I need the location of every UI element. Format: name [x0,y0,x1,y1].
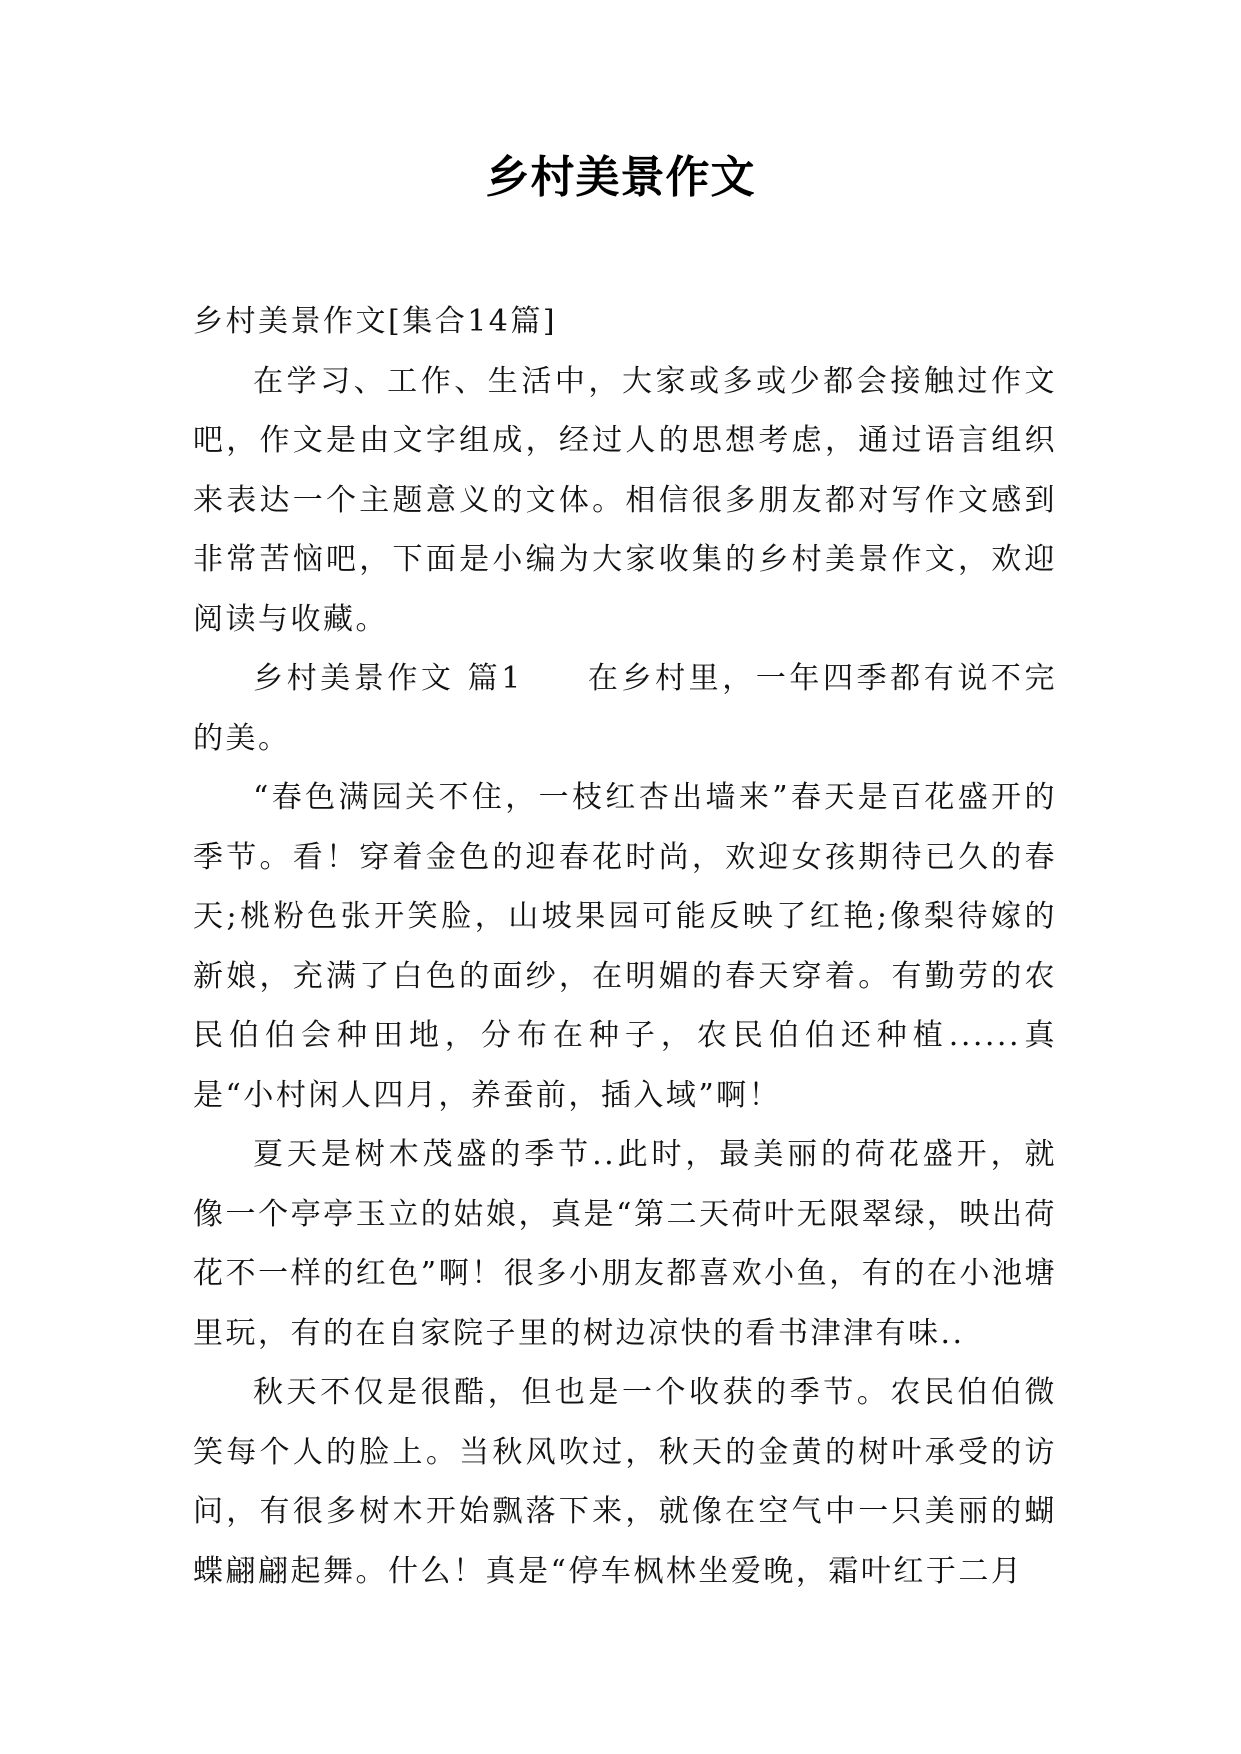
document-title: 乡村美景作文 [485,152,756,203]
spring-paragraph: “春色满园关不住，一枝红杏出墙来”春天是百花盛开的季节。看！穿着金色的迎春花时尚，欢迎女孩期待已久的春天;桃粉色张开笑脸，山坡果园可能反映了红艳;像梨待嫁的新娘，充满了白色的面纱，在明媚的春天穿着。有勤劳的农民伯伯会种田地，分布在种子，农民伯伯还种植......真是“小村闲人四月，养蚕前，插入域”啊！ [193,780,1057,1113]
essay-1-heading: 乡村美景作文 篇1 [253,661,523,696]
document-subtitle: 乡村美景作文[集合14篇] [193,304,558,339]
essay-1-opening: 在乡村里，一年四季都有说不完的美。 [193,661,1058,756]
essay-1-first-paragraph [193,649,1057,768]
autumn-paragraph: 秋天不仅是很酷，但也是一个收获的季节。农民伯伯微笑每个人的脸上。当秋风吹过，秋天的金黄的树叶承受的访问，有很多树木开始飘落下来，就像在空气中一只美丽的蝴蝶翩翩起舞。什么！真是“停车枫林坐爱晚，霜叶红于二月 [193,1375,1057,1589]
summer-paragraph: 夏天是树木茂盛的季节..此时，最美丽的荷花盛开，就像一个亭亭玉立的姑娘，真是“第二天荷叶无限翠绿，映出荷花不一样的红色”啊！很多小朋友都喜欢小鱼，有的在小池塘里玩，有的在自家院子里的树边凉快的看书津津有味.. [193,1137,1057,1351]
intro-paragraph: 在学习、工作、生活中，大家或多或少都会接触过作文吧，作文是由文字组成，经过人的思想考虑，通过语言组织来表达一个主题意义的文体。相信很多朋友都对写作文感到非常苦恼吧，下面是小编为大家收集的乡村美景作文，欢迎阅读与收藏。 [193,363,1057,637]
document-body [193,292,1057,1601]
